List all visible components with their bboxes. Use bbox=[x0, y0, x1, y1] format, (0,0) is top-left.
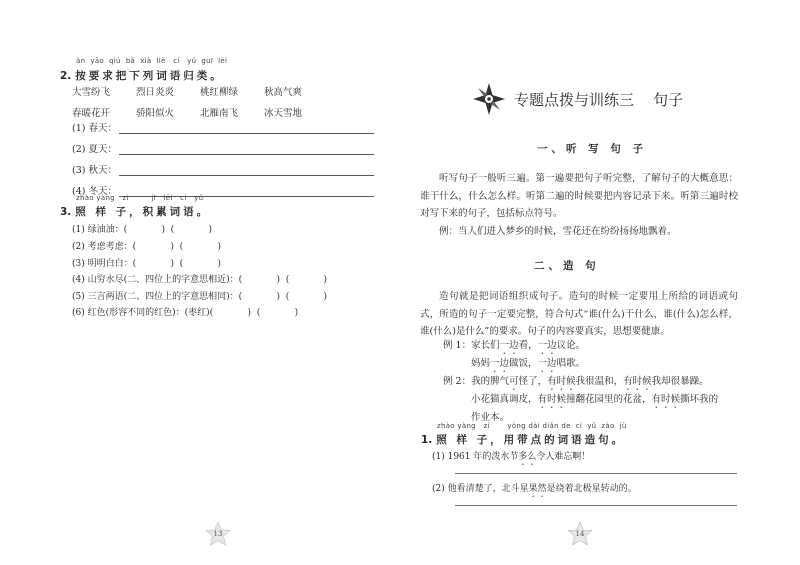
q1-item-2: (2) 他看清楚了，北斗星果然是绕着北极星转动的。 bbox=[432, 484, 637, 494]
dictation-example: 例：当人们进入梦乡的时候，雪花还在纷纷扬扬地飘着。 bbox=[439, 226, 677, 237]
q2-title-text: 按要求把下列词语归类。 bbox=[75, 70, 224, 82]
word-item: 秋高气爽 bbox=[264, 87, 303, 98]
q3-item[interactable]: (4) 山穷水尽(二、四位上的字意思相近)：( ) ( ) bbox=[72, 275, 328, 285]
season-label: (4) 冬天： bbox=[72, 186, 117, 197]
q3-item[interactable]: (2) 考虑考虑：( ) ( ) bbox=[72, 242, 222, 252]
example-1-line-a: 例 1：家长们一边看，一边议论。 bbox=[443, 340, 586, 351]
answer-line[interactable] bbox=[119, 123, 374, 134]
answer-line[interactable] bbox=[455, 473, 737, 474]
q3-item[interactable]: (6) 红色(形容不同的红色)：(枣红)( ) ( ) bbox=[72, 308, 299, 318]
q3-title bbox=[60, 204, 210, 219]
word-item: 春暖花开 bbox=[72, 108, 111, 119]
q2-title bbox=[60, 68, 224, 83]
page-title: 专题点拨与训练三 句子 bbox=[514, 91, 684, 109]
word-item: 冰天雪地 bbox=[264, 108, 303, 119]
sentence-making-body: 造句就是把词语组织成句子。造句的时候一定要用上所给的词语或句式，所造的句子一定要完整，符合句式“谁(什么)干什么，谁(什么)怎么样，谁(什么)是什么”的要求。句子的内容要真实，思想要健康。 bbox=[420, 291, 738, 337]
season-row-summer bbox=[72, 141, 374, 155]
q1-item-1: (1) 1961 年的泼水节多么令人难忘啊！ bbox=[432, 452, 591, 462]
season-label: (2) 夏天： bbox=[72, 144, 117, 155]
q1-pinyin: zhào yàng zi yòng dài diǎn de cí yǔ zào jù bbox=[437, 422, 627, 430]
q1-title-text: 照 样 子，用带点的词语造句。 bbox=[436, 434, 626, 446]
q3-title-text: 照 样 子，积累词语。 bbox=[75, 206, 211, 218]
q3-number: 3. bbox=[60, 206, 72, 218]
page-number: 14 bbox=[575, 530, 585, 538]
season-label: (3) 秋天： bbox=[72, 165, 117, 176]
word-item: 骄阳似火 bbox=[136, 108, 175, 119]
example-1-line-b: 妈妈一边做饭，一边唱歌。 bbox=[471, 358, 586, 369]
q3-item[interactable]: (1) 绿油油：( ) ( ) bbox=[72, 225, 213, 235]
word-bank bbox=[72, 84, 328, 119]
q2-number: 2. bbox=[60, 70, 72, 82]
q3-pinyin: zhào yàng zi jī lěi cí yǔ bbox=[76, 194, 204, 202]
q3-item[interactable]: (5) 三言两语(二、四位上的字意思相同)：( ) ( ) bbox=[72, 292, 328, 302]
answer-line[interactable] bbox=[119, 144, 374, 155]
q1-number: 1. bbox=[421, 434, 433, 446]
answer-line[interactable] bbox=[455, 505, 737, 506]
season-label: (1) 春天： bbox=[72, 123, 117, 134]
example-2-line-c: 作业本。 bbox=[471, 412, 510, 423]
word-item: 烈日炎炎 bbox=[136, 87, 175, 98]
word-item: 北雁南飞 bbox=[200, 108, 239, 119]
page-number-badge bbox=[567, 521, 593, 547]
season-row-autumn bbox=[72, 162, 374, 176]
compass-star-icon bbox=[472, 82, 506, 116]
dictation-body: 听写句子一般听三遍。第一遍要把句子听完整，了解句子的大概意思：谁干什么，什么怎么样。听第二遍的时候要把内容记录下来。听第三遍时校对写下来的句子，包括标点符号。 bbox=[420, 173, 738, 219]
section-title-dictation: 一、听 写 句 子 bbox=[537, 143, 647, 155]
page-number: 13 bbox=[213, 530, 223, 538]
example-2-line-a: 例 2：我的脾气可怪了，有时候我很温和，有时候我却很暴躁。 bbox=[443, 376, 709, 387]
season-row-spring bbox=[72, 120, 374, 134]
answer-line[interactable] bbox=[119, 165, 374, 176]
word-item: 桃红柳绿 bbox=[200, 87, 239, 98]
q3-item[interactable]: (3) 明明白白：( ) ( ) bbox=[72, 259, 222, 269]
q2-pinyin: àn yāo qiú bǎ xià liè cí yǔ guī lèi bbox=[76, 57, 228, 65]
example-2-line-b: 小花猫真调皮，有时候撞翻花园里的花盆，有时候撕坏我的 bbox=[471, 394, 719, 405]
q1-title bbox=[421, 432, 625, 447]
page-number-badge bbox=[205, 521, 231, 547]
word-item: 大雪纷飞 bbox=[72, 87, 111, 98]
section-title-sentence-making: 二、造 句 bbox=[534, 260, 600, 272]
